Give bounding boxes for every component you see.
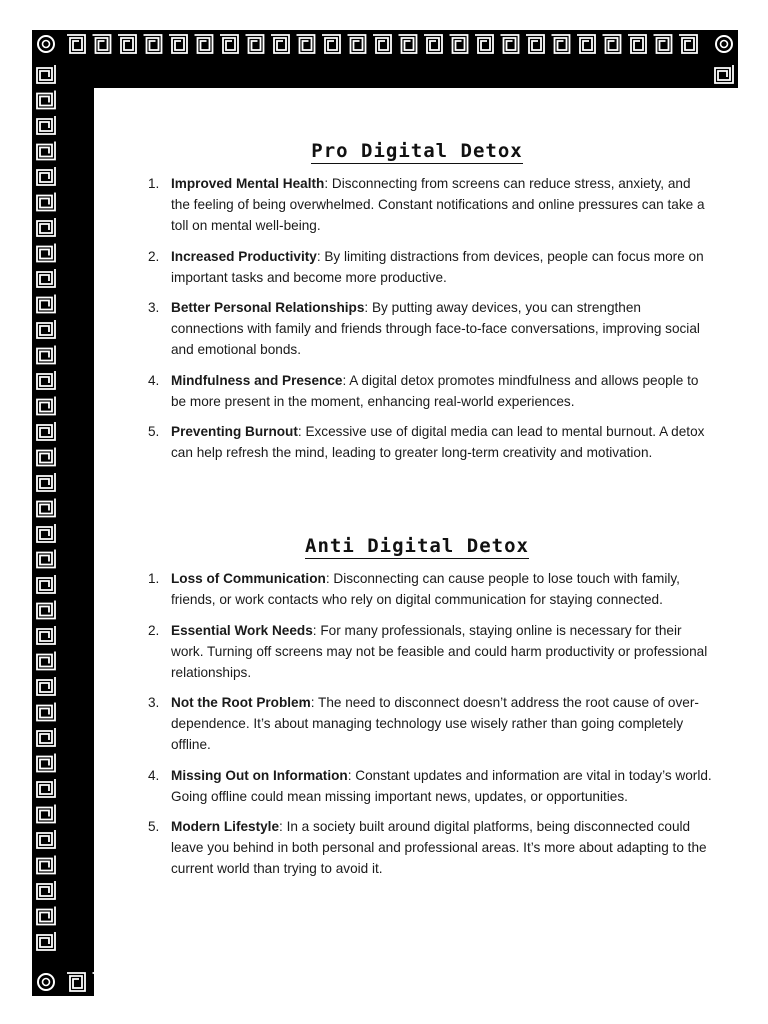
greek-key-border (32, 30, 738, 996)
meander-tile (37, 499, 55, 517)
pro-list-item (144, 370, 712, 412)
meander-tile (169, 35, 187, 53)
anti-list-item (144, 568, 712, 610)
item-number: 5. (148, 819, 160, 834)
meander-tile (37, 677, 55, 695)
corner-ring (38, 36, 54, 52)
corner-ring-inner (721, 41, 728, 48)
meander-tile (628, 35, 646, 53)
meander-tile (37, 142, 55, 160)
meander-tile (475, 35, 493, 53)
meander-tile (450, 35, 468, 53)
meander-tile (144, 35, 162, 53)
item-number: 2. (148, 248, 160, 264)
content-area (94, 88, 740, 996)
meander-tile (37, 652, 55, 670)
item-heading: Modern Lifestyle (171, 819, 280, 834)
meander-tile (37, 932, 55, 950)
item-description: : Disconnecting from screens can reduce stress, anxiety, and the feeling of being overwhelmed. Constant notifications and online pressures can take a toll on mental well-being. (171, 176, 705, 233)
item-number: 4. (148, 372, 160, 388)
meander-tile (654, 35, 672, 53)
meander-tile (37, 167, 55, 185)
pro-list (144, 173, 712, 473)
item-description: : A digital detox promotes mindfulness and allows people to be more present in the moment, enhancing real-world experiences. (171, 372, 699, 409)
meander-tile (424, 35, 442, 53)
meander-tile (37, 907, 55, 925)
meander-tile (37, 116, 55, 134)
item-heading: Mindfulness and Presence (171, 372, 343, 388)
anti-list-item (144, 692, 712, 755)
meander-tile (37, 830, 55, 848)
pro-list-item (144, 173, 712, 236)
item-description: : For many professionals, staying online is necessary for their work. Turning off screens may not be feasible and could harm productivity or professional relationships. (171, 622, 708, 680)
meander-tile (603, 35, 621, 53)
corner-ring-inner (43, 41, 50, 48)
meander-tile (37, 524, 55, 542)
meander-tile (37, 295, 55, 313)
anti-title-text: Anti Digital Detox (305, 535, 529, 557)
item-number: 4. (148, 767, 160, 783)
meander-tile (322, 35, 340, 53)
meander-tile (37, 473, 55, 491)
meander-tile (93, 35, 111, 53)
meander-tile (67, 973, 85, 991)
item-heading: Improved Mental Health (171, 176, 325, 191)
meander-tile (37, 320, 55, 338)
anti-list-item (144, 765, 712, 807)
meander-tile (37, 448, 55, 466)
meander-tile (37, 856, 55, 874)
meander-tile (195, 35, 213, 53)
pro-section-title (94, 140, 740, 162)
item-heading: Better Personal Relationships (171, 300, 365, 315)
meander-tile (37, 91, 55, 109)
meander-tile (118, 35, 136, 53)
meander-tile (715, 65, 733, 83)
meander-tile (552, 35, 570, 53)
meander-tile (37, 575, 55, 593)
item-description: : Excessive use of digital media can lead to mental burnout. A detox can help refresh the mind, leading to greater long-term creativity and motivation. (171, 424, 705, 460)
meander-tile (37, 601, 55, 619)
meander-tile (37, 626, 55, 644)
anti-list (144, 568, 712, 889)
meander-tile (37, 346, 55, 364)
item-description: : By putting away devices, you can strengthen connections with family and friends through face-to-face conversations, improving social and emotional bonds. (171, 300, 700, 357)
item-heading: Missing Out on Information (171, 767, 348, 783)
corner-ring (38, 974, 54, 990)
corner-ring (716, 36, 732, 52)
meander-tile (399, 35, 417, 53)
meander-tile (220, 35, 238, 53)
meander-tile (37, 397, 55, 415)
meander-tile (526, 35, 544, 53)
meander-tile (37, 422, 55, 440)
meander-tile (679, 35, 697, 53)
item-description: : In a society built around digital platforms, being disconnected could leave you behind in both personal and professional areas. It’s more about adapting to the current world than trying to avoid it. (171, 819, 707, 876)
meander-tile (37, 779, 55, 797)
meander-tile (271, 35, 289, 53)
item-number: 1. (148, 571, 160, 586)
item-description: : The need to disconnect doesn’t address the root cause of over-dependence. It’s about managing technology use wisely rather than going completely offline. (171, 695, 699, 752)
meander-tile (37, 65, 55, 83)
anti-list-item (144, 620, 712, 683)
meander-tile (67, 35, 85, 53)
item-description: : By limiting distractions from devices, people can focus more on important tasks and become more productive. (171, 248, 704, 285)
meander-tile (37, 728, 55, 746)
item-description: : Constant updates and information are vital in today’s world. Going offline could mean missing important news, updates, or opportunities. (171, 767, 712, 804)
anti-list-item (144, 816, 712, 879)
meander-tile (37, 805, 55, 823)
meander-tile (297, 35, 315, 53)
meander-tile (501, 35, 519, 53)
item-heading: Loss of Communication (171, 571, 326, 586)
item-number: 3. (148, 300, 160, 315)
item-description: : Disconnecting can cause people to lose touch with family, friends, or work contacts who rely on digital communication for staying connected. (171, 571, 680, 607)
meander-tile (37, 881, 55, 899)
meander-tile (246, 35, 264, 53)
meander-tile (37, 193, 55, 211)
meander-tile (37, 754, 55, 772)
item-heading: Preventing Burnout (171, 424, 298, 439)
item-heading: Increased Productivity (171, 248, 317, 264)
meander-tile (37, 550, 55, 568)
pro-list-item (144, 421, 712, 463)
item-number: 2. (148, 622, 160, 638)
meander-tile (37, 218, 55, 236)
item-number: 5. (148, 424, 160, 439)
item-number: 3. (148, 695, 160, 710)
item-heading: Essential Work Needs (171, 622, 313, 638)
meander-tile (577, 35, 595, 53)
meander-tile (373, 35, 391, 53)
meander-tile (37, 703, 55, 721)
item-heading: Not the Root Problem (171, 695, 311, 710)
pro-title-text: Pro Digital Detox (311, 140, 523, 162)
meander-tile (37, 244, 55, 262)
corner-ring-inner (43, 979, 50, 986)
meander-tile (348, 35, 366, 53)
item-number: 1. (148, 176, 160, 191)
pro-list-item (144, 246, 712, 288)
meander-tile (37, 371, 55, 389)
meander-tile (37, 269, 55, 287)
anti-section-title (94, 535, 740, 557)
pro-list-item (144, 297, 712, 360)
